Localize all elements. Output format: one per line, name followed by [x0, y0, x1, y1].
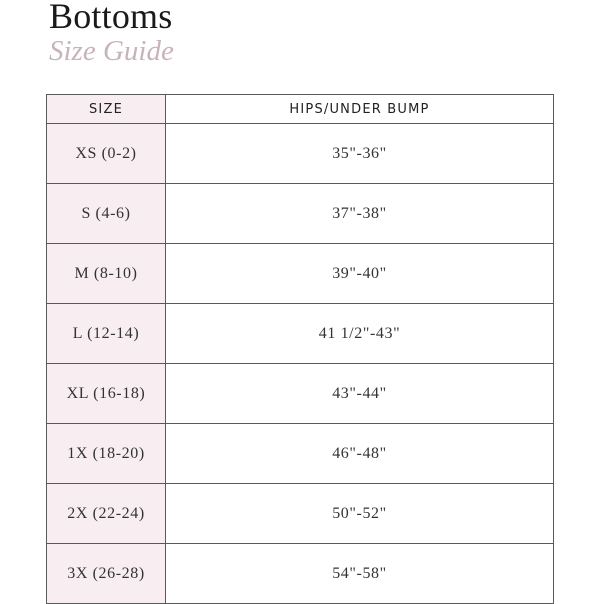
- size-cell: 1X (18-20): [47, 424, 166, 484]
- page-subtitle: Size Guide: [49, 35, 174, 67]
- size-cell: S (4-6): [47, 184, 166, 244]
- size-cell: M (8-10): [47, 244, 166, 304]
- page-title: Bottoms: [49, 0, 173, 36]
- hips-cell: 50"-52": [166, 484, 554, 544]
- hips-cell: 41 1/2"-43": [166, 304, 554, 364]
- table-row: [47, 184, 554, 244]
- table-row: [47, 244, 554, 304]
- table-row: [47, 544, 554, 604]
- size-cell: XL (16-18): [47, 364, 166, 424]
- header-hips: HIPS/UNDER BUMP: [166, 95, 554, 124]
- table-row: [47, 124, 554, 184]
- size-guide-table: [46, 94, 554, 604]
- size-cell: 2X (22-24): [47, 484, 166, 544]
- size-cell: L (12-14): [47, 304, 166, 364]
- table-row: [47, 364, 554, 424]
- table-row: [47, 304, 554, 364]
- hips-cell: 46"-48": [166, 424, 554, 484]
- size-cell: XS (0-2): [47, 124, 166, 184]
- hips-cell: 39"-40": [166, 244, 554, 304]
- size-cell: 3X (26-28): [47, 544, 166, 604]
- hips-cell: 54"-58": [166, 544, 554, 604]
- table-row: [47, 484, 554, 544]
- table-header-row: [47, 95, 554, 124]
- table-row: [47, 424, 554, 484]
- header-size: SIZE: [47, 95, 166, 124]
- hips-cell: 37"-38": [166, 184, 554, 244]
- hips-cell: 35"-36": [166, 124, 554, 184]
- hips-cell: 43"-44": [166, 364, 554, 424]
